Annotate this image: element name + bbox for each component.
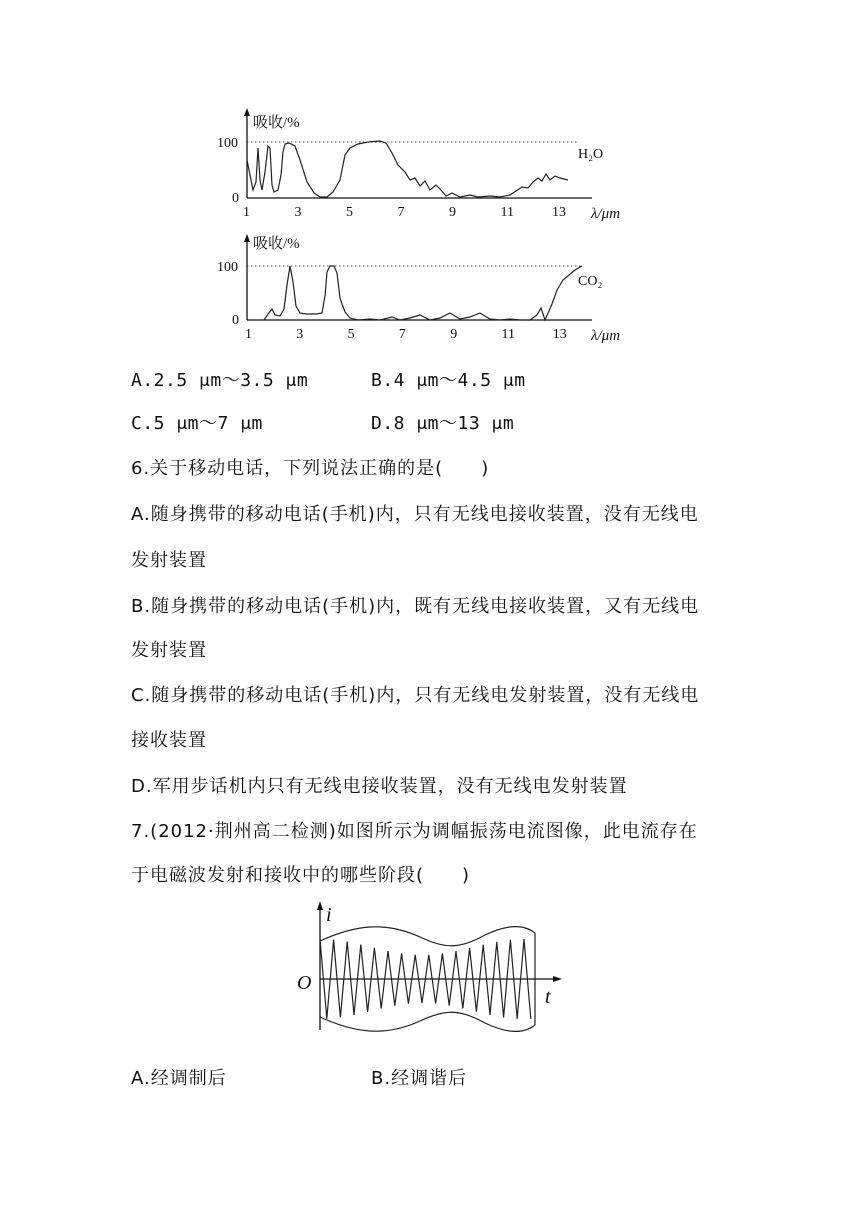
q7-option-a: A.经调制后 — [131, 1068, 227, 1089]
q6-option-a-line2: 发射装置 — [131, 550, 207, 571]
h2o-xlabel: λ/μm — [591, 206, 621, 222]
am-current-figure — [280, 895, 580, 1040]
q5-option-c: C.5 μm～7 μm — [131, 413, 263, 434]
x-tick-label: 1 — [243, 205, 250, 220]
q6-option-c-line2: 接收装置 — [131, 730, 207, 751]
x-tick-label: 5 — [347, 327, 355, 342]
x-tick-label: 13 — [552, 205, 566, 220]
co2-absorption-curve — [264, 266, 582, 320]
origin-label: O — [297, 972, 312, 994]
x-tick-label: 5 — [346, 205, 353, 220]
co2-ytick-0: 0 — [232, 313, 239, 328]
co2-ytick-100: 100 — [217, 260, 238, 275]
q5-option-b: B.4 μm～4.5 μm — [371, 370, 526, 391]
h2o-ylabel: 吸收/% — [253, 115, 300, 131]
co2-xlabel: λ/μm — [591, 328, 621, 344]
x-tick-label: 11 — [501, 327, 515, 342]
q6-option-a-line1: A.随身携带的移动电话(手机)内，只有无线电接收装置，没有无线电 — [131, 504, 699, 525]
q5-option-d: D.8 μm～13 μm — [371, 413, 515, 434]
x-tick-label: 7 — [398, 327, 406, 342]
q7-stem-line2: 于电磁波发射和接收中的哪些阶段( ) — [131, 865, 471, 886]
h2o-x-ticks — [243, 205, 566, 220]
q6-option-b-line2: 发射装置 — [131, 640, 207, 661]
q6-option-d: D.军用步话机内只有无线电接收装置，没有无线电发射装置 — [131, 776, 628, 797]
co2-x-ticks — [245, 327, 567, 342]
x-tick-label: 11 — [500, 205, 514, 220]
absorption-spectra-figure — [0, 0, 860, 360]
h2o-species-label: H₂O — [578, 147, 604, 162]
x-tick-label: 3 — [296, 327, 304, 342]
x-tick-label: 7 — [397, 205, 405, 220]
x-tick-label: 9 — [450, 327, 458, 342]
co2-ylabel: 吸收/% — [253, 236, 300, 252]
co2-species-label: CO₂ — [578, 274, 603, 289]
current-axis-label: i — [326, 904, 332, 926]
h2o-absorption-panel — [217, 108, 620, 222]
q7-stem-line1: 7.(2012·荆州高二检测)如图所示为调幅振荡电流图像，此电流存在 — [131, 821, 698, 842]
q5-option-a: A.2.5 μm～3.5 μm — [131, 370, 309, 391]
q6-stem: 6.关于移动电话，下列说法正确的是( ) — [131, 458, 490, 479]
time-axis-label: t — [545, 986, 551, 1008]
x-tick-label: 1 — [245, 327, 252, 342]
h2o-absorption-curve — [247, 141, 568, 197]
x-tick-label: 3 — [294, 205, 302, 220]
x-tick-label: 9 — [449, 205, 456, 220]
co2-absorption-panel — [217, 234, 620, 344]
q6-option-b-line1: B.随身携带的移动电话(手机)内，既有无线电接收装置，又有无线电 — [131, 596, 700, 617]
h2o-ytick-0: 0 — [232, 191, 239, 206]
q6-option-c-line1: C.随身携带的移动电话(手机)内，只有无线电发射装置，没有无线电 — [131, 685, 700, 706]
h2o-ytick-100: 100 — [217, 136, 238, 151]
q7-option-b: B.经调谐后 — [371, 1068, 468, 1089]
x-tick-label: 13 — [552, 327, 567, 342]
